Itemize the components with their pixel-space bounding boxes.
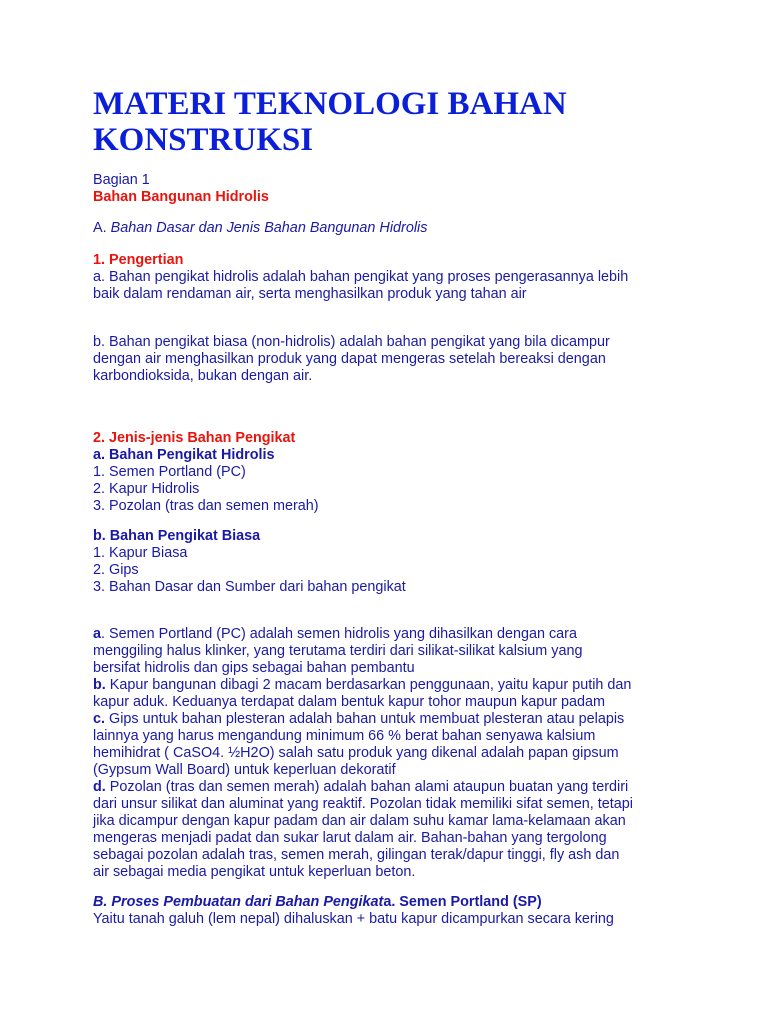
pengertian-a-line-1: a. Bahan pengikat hidrolis adalah bahan pengikat yang proses pengerasannya lebih [93, 269, 629, 285]
pengertian-b-line-1: b. Bahan pengikat biasa (non-hidrolis) adalah bahan pengikat yang bila dicampur [93, 334, 610, 350]
jenis-heading: 2. Jenis-jenis Bahan Pengikat [93, 430, 296, 446]
detail-c-label: c. [93, 711, 106, 727]
section-a-title: Bahan Dasar dan Jenis Bahan Bangunan Hidrolis [110, 220, 428, 236]
section-a-heading [93, 220, 683, 237]
biasa-item: 3. Bahan Dasar dan Sumber dari bahan pengikat [93, 579, 406, 595]
detail-d-line: air sebagai media pengikat untuk keperluan beton. [93, 864, 416, 880]
title-line-1: MATERI TEKNOLOGI BAHAN [93, 86, 567, 122]
document-title [93, 86, 653, 158]
detail-a-line: a. Semen Portland (PC) adalah semen hidrolis yang dihasilkan dengan cara [93, 626, 577, 642]
biasa-item: 1. Kapur Biasa [93, 545, 188, 561]
detail-a-line: menggiling halus klinker, yang terutama terdiri dari silikat-silikat kalsium yang [93, 643, 583, 659]
section-b-subtitle: a. Semen Portland (SP) [383, 894, 542, 910]
detail-d-line: sebagai pozolan adalah tras, semen merah, gilingan terak/dapur tinggi, fly ash dan [93, 847, 620, 863]
detail-b-line: b. Kapur bangunan dibagi 2 macam berdasarkan penggunaan, yaitu kapur putih dan [93, 677, 632, 693]
pengertian-b-line-2: dengan air menghasilkan produk yang dapat mengeras setelah bereaksi dengan [93, 351, 606, 367]
jenis-block [93, 430, 683, 515]
title-line-2: KONSTRUKSI [93, 122, 314, 158]
hidrolis-item: 3. Pozolan (tras dan semen merah) [93, 498, 319, 514]
section-b-italic: B. Proses Pembuatan dari Bahan Pengikat [93, 894, 384, 910]
detail-d-line: jika dicampur dengan kapur padam dan air dalam suhu kamar lama-kelamaan akan [93, 813, 626, 829]
details-block [93, 626, 683, 881]
pengertian-block [93, 252, 683, 303]
section-b-text: Yaitu tanah galuh (lem nepal) dihaluskan + batu kapur dicampurkan secara kering [93, 911, 614, 927]
detail-b-line: kapur aduk. Keduanya terdapat dalam bentuk kapur tohor maupun kapur padam [93, 694, 606, 710]
hidrolis-heading: a. Bahan Pengikat Hidrolis [93, 447, 275, 463]
detail-d-line: mengeras menjadi padat dan sukar larut dalam air. Bahan-bahan yang tergolong [93, 830, 607, 846]
detail-c-line: (Gypsum Wall Board) untuk keperluan dekoratif [93, 762, 396, 778]
biasa-block [93, 528, 683, 596]
detail-c-line: c. Gips untuk bahan plesteran adalah bahan untuk membuat plesteran atau pelapis [93, 711, 625, 727]
pengertian-heading: 1. Pengertian [93, 252, 184, 268]
section-a-prefix: A. [93, 220, 111, 236]
hidrolis-item: 2. Kapur Hidrolis [93, 481, 200, 497]
hidrolis-item: 1. Semen Portland (PC) [93, 464, 246, 480]
biasa-heading: b. Bahan Pengikat Biasa [93, 528, 261, 544]
pengertian-b-line-3: karbondioksida, bukan dengan air. [93, 368, 313, 384]
section-b-heading [93, 894, 683, 911]
detail-b-label: b. [93, 677, 106, 693]
detail-d-line: d. Pozolan (tras dan semen merah) adalah bahan alami ataupun buatan yang terdiri [93, 779, 629, 795]
biasa-item: 2. Gips [93, 562, 139, 578]
bagian-title: Bahan Bangunan Hidrolis [93, 189, 269, 205]
bagian-label: Bagian 1 [93, 172, 150, 188]
detail-d-line: dari unsur silikat dan aluminat yang reaktif. Pozolan tidak memiliki sifat semen, tetapi [93, 796, 633, 812]
section-b-block [93, 894, 683, 928]
pengertian-a-line-2: baik dalam rendaman air, serta menghasilkan produk yang tahan air [93, 286, 527, 302]
detail-c-line: hemihidrat ( CaSO4. ½H2O) salah satu produk yang dikenal adalah papan gipsum [93, 745, 619, 761]
bagian-block [93, 172, 683, 206]
detail-a-label: a [93, 626, 102, 642]
detail-c-line: lainnya yang harus mengandung minimum 66 % berat bahan senyawa kalsium [93, 728, 596, 744]
detail-a-line: bersifat hidrolis dan gips sebagai bahan pembantu [93, 660, 415, 676]
detail-d-label: d. [93, 779, 106, 795]
pengertian-b-block [93, 334, 683, 385]
